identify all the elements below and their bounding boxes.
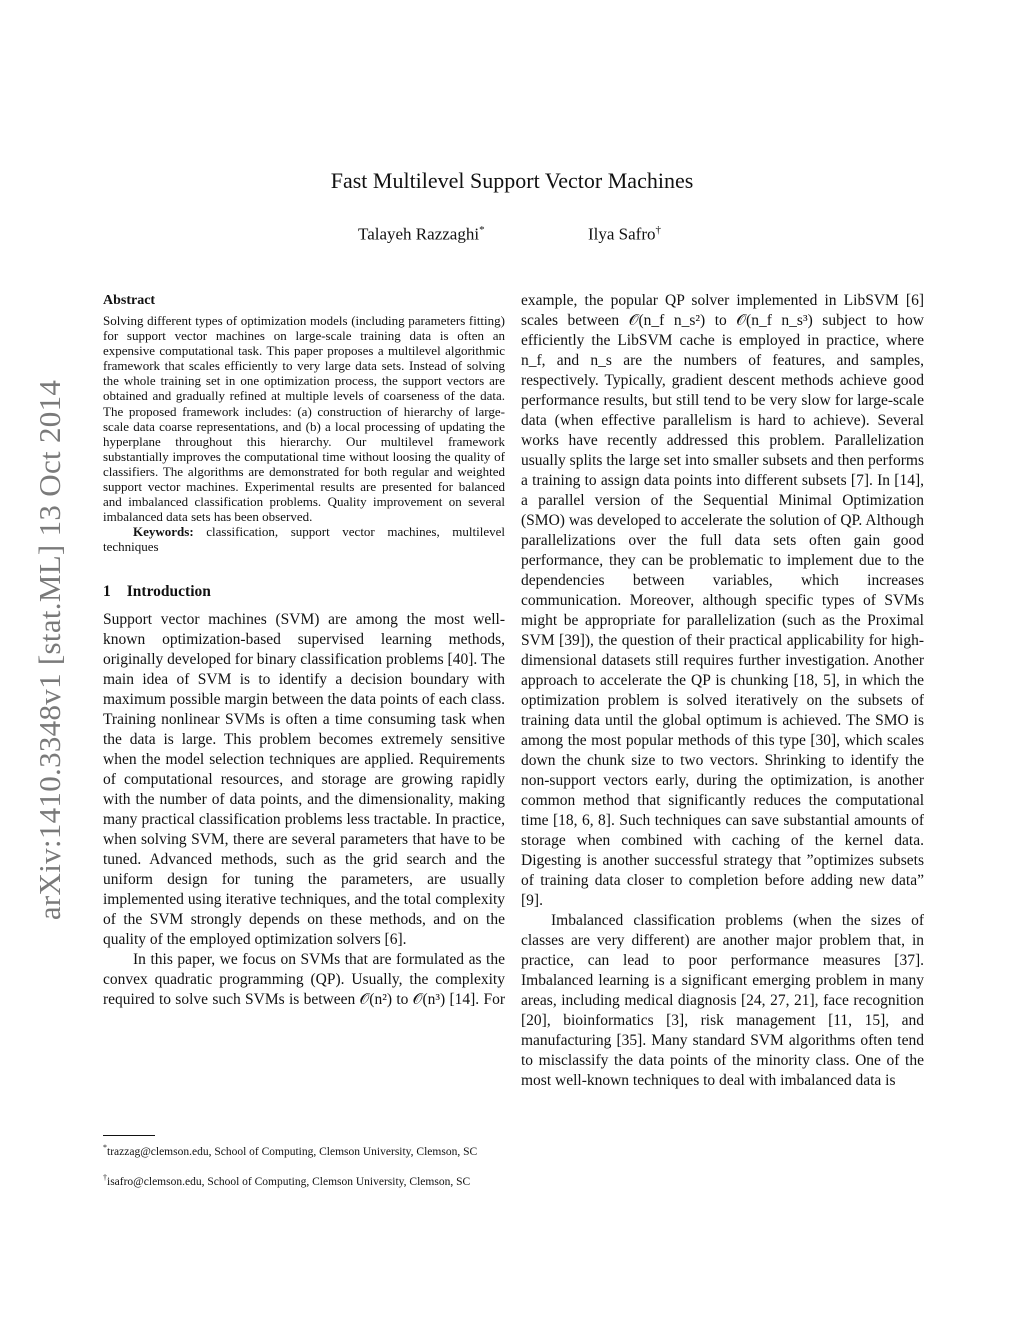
section-number: 1 [103,582,111,600]
author-1 [358,224,485,245]
footnote-1 [103,1140,505,1160]
right-column [521,291,924,1191]
paper-title: Fast Multilevel Support Vector Machines [330,168,694,193]
author-mark: * [479,224,485,236]
author-name: Talayeh Razzaghi [358,224,480,244]
intro-paragraph-2 [103,950,505,1010]
keywords-line [103,524,505,554]
section-title: Introduction [126,582,211,600]
intro-paragraph-1: Support vector machines (SVM) are among the most well-known optimization-based supervised learning methods, originally developed for binary classification problems [40]. The main idea of SVM is to identify a decision boundary with maximum possible margin between the data points of each class. Training nonlinear SVMs is often a time consuming task when the data is large. This problem becomes extremely sensitive when the model selection techniques are applied. Requirements of computational resources, and storage are growing rapidly with the number of data points, and the dimensionality, making many practical classification problems less tractable. In practice, when solving SVM, there are several parameters that have to be tuned. Advanced methods, such as the grid search and the uniform design for tuning the parameters, are usually implemented using iterative techniques, and the total complexity of the SVM strongly depends on these methods, and on the quality of the employed optimization solvers [6]. [103,610,505,948]
author-name: Ilya Safro [588,224,656,244]
keywords-text: classification, support vector machines, multilevel techniques [103,524,505,555]
intro-paragraph-2-continued: example, the popular QP solver implemented in LibSVM [6] scales between 𝒪(n_f n_s²) to 𝒪(n_f n_s³) subject to how efficiently the LibSVM cache is employed in practice, where n_f, and n_s are the numbers of features, and samples, respectively. Typically, gradient descent methods achieve good performance results, but still tend to be very slow for large-scale data (when effective parallelism is hard to achieve). Several works have recently addressed this problem. Parallelization usually splits the large set into smaller subsets and then performs a training to assign data points into different subsets [7]. In [14], a parallel version of the Sequential Minimal Optimization (SMO) was developed to accelerate the solution of QP. Although parallelizations over the full data sets often gain good performance, they can be problematic to implement due to the dependencies between variables, which increases communication. Moreover, although specific types of SVMs might be appropriate for parallelization (such as the Proximal SVM [39]), the question of their practical applicability for high-dimensional datasets still requires further investigation. Another approach to accelerate the QP is chunking [18, 5], in which the optimization problem is solved iteratively on the subsets of training data until the global optimum is achieved. The SMO is among the most popular methods of this type [30], which scales down the chunk size to two vectors. Shrinking to identify the non-support vectors early, during the optimization, is another common method that significantly reduces the computational time [18, 6, 8]. Such techniques can save substantial amounts of storage when combined with caching of the kernel data. Digesting is another successful strategy that ”optimizes subsets of training data closer to completion before adding new data” [9]. [521,292,924,909]
left-column [103,293,505,1010]
footnote-text: isafro@clemson.edu, School of Computing, Clemson University, Clemson, SC [107,1175,471,1188]
section-heading [103,583,505,601]
arxiv-sidebar [18,360,82,940]
arxiv-identifier: arXiv:1410.3348v1 [stat.ML] 13 Oct 2014 [32,379,67,921]
footnote-mark: † [103,1173,107,1182]
footnote-text: trazzag@clemson.edu, School of Computing, Clemson University, Clemson, SC [107,1145,478,1158]
abstract-heading: Abstract [103,293,156,308]
intro-paragraph-3: Imbalanced classification problems (when the sizes of classes are very different) are another major problem that, in practice, can lead to poor performance measures [37]. Imbalanced learning is a significant emerging problem in many areas, including medical diagnosis [24, 27, 21], face recognition [20], bioinformatics [3], risk management [11, 15], and manufacturing [35]. Many standard SVM algorithms often tend to misclassify the data points of the minority class. One of the most well-known techniques to deal with imbalanced data is [521,912,924,1089]
author-2 [588,224,661,245]
footnote-rule [103,1135,155,1136]
abstract-text: Solving different types of optimization models (including parameters fitting) for support vector machines on large-scale training data is often an expensive computational task. This paper proposes a multilevel algorithmic framework that scales efficiently to very large data sets. Instead of solving the whole training set in one optimization process, the support vectors are obtained and gradually refined at multiple levels of coarseness of the data. The proposed framework includes: (a) construction of hierarchy of large-scale data coarse representations, and (b) a local processing of updating the hyperplane throughout this hierarchy. Our multilevel framework substantially improves the computational time without loosing the quality of classifiers. The algorithms are demonstrated for both regular and weighted support vector machines. Experimental results are presented for balanced and imbalanced classification problems. Quality improvement on several imbalanced data sets has been observed. [103,313,505,525]
intro-paragraph-2-text: In this paper, we focus on SVMs that are formulated as the convex quadratic programming (QP). Usually, the complexity required to solve such SVMs is between 𝒪(n²) to 𝒪(n³) [14]. For [103,950,505,1008]
footnote-mark: * [103,1143,107,1152]
keywords-label: Keywords: [133,524,194,540]
author-mark: † [655,224,662,236]
footnote-2 [103,1170,505,1190]
